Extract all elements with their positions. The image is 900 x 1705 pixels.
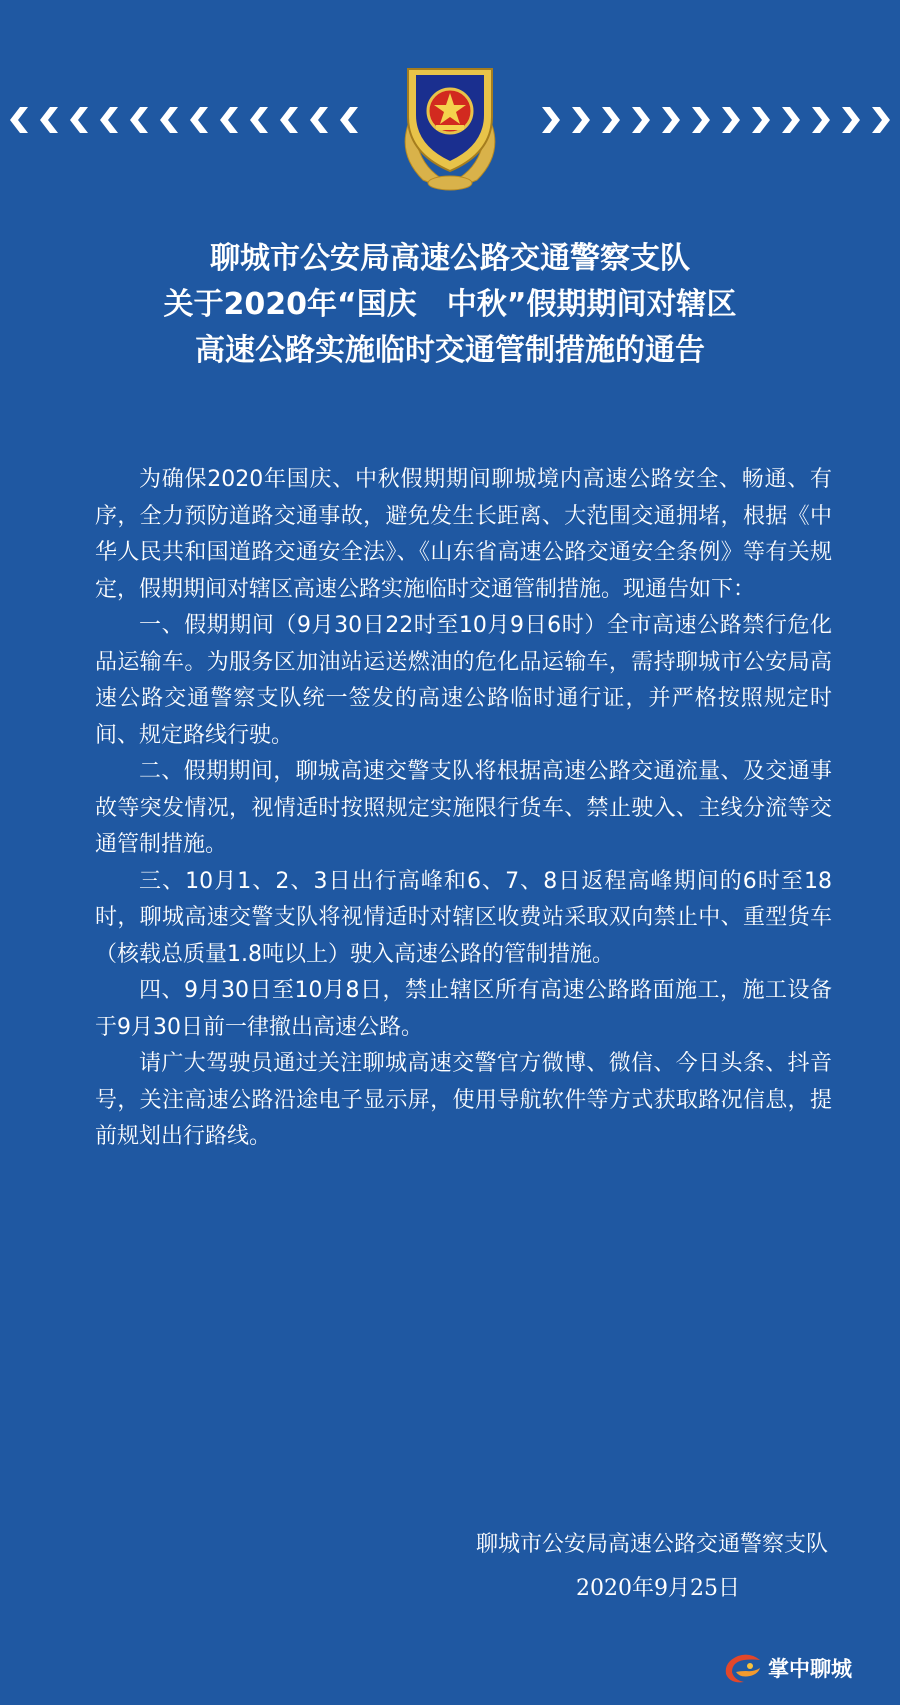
paragraph-closing: 请广大驾驶员通过关注聊城高速交警官方微博、微信、今日头条、抖音号，关注高速公路沿途电子显示屏，使用导航软件等方式获取路况信息，提前规划出行路线。 [95, 1051, 832, 1149]
left-wing-ornament [0, 103, 360, 137]
signature-organization: 聊城市公安局高速公路交通警察支队 [475, 1532, 828, 1557]
notice-body [95, 462, 832, 1156]
brand-logo-icon [720, 1650, 764, 1686]
paragraph-item-1: 一、假期期间（9月30日22时至10月9日6时）全市高速公路禁行危化品运输车。为服务区加油站运送燃油的危化品运输车，需持聊城市公安局高速公路交通警察支队统一签发的高速公路临时通行证，并严格按照规定时间、规定路线行驶。 [95, 613, 832, 748]
title-line-3: 高速公路实施临时交通管制措施的通告 [195, 333, 705, 368]
signature-block [476, 1523, 828, 1611]
notice-title [0, 236, 900, 374]
paragraph-item-3: 三、10月1、2、3日出行高峰和6、7、8日返程高峰期间的6时至18时，聊城高速交警支队将视情适时对辖区收费站采取双向禁止中、重型货车（核载总质量1.8吨以上）驶入高速公路的管制措施。 [95, 868, 832, 967]
paragraph-intro: 为确保2020年国庆、中秋假期期间聊城境内高速公路安全、畅通、有序，全力预防道路交通事故，避免发生长距离、大范围交通拥堵，根据《中华人民共和国道路交通安全法》、《山东省高速公路交通安全条例》等有关规定，假期期间对辖区高速公路实施临时交通管制措施。现通告如下： [95, 467, 832, 602]
title-line-2: 关于2020年“国庆 中秋”假期期间对辖区 [163, 287, 737, 322]
title-line-1: 聊城市公安局高速公路交通警察支队 [210, 241, 690, 276]
paragraph-item-2: 二、假期期间，聊城高速交警支队将根据高速公路交通流量、及交通事故等突发情况，视情适时按照规定实施限行货车、禁止驶入、主线分流等交通管制措施。 [95, 759, 832, 857]
header-banner [0, 55, 900, 195]
right-wing-ornament [540, 103, 900, 137]
paragraph-item-4: 四、9月30日至10月8日，禁止辖区所有高速公路路面施工，施工设备于9月30日前一律撤出高速公路。 [95, 978, 832, 1040]
signature-date: 2020年9月25日 [576, 1576, 740, 1601]
brand-name: 掌中聊城 [768, 1657, 852, 1681]
police-emblem-icon [378, 55, 522, 195]
brand-watermark [720, 1648, 852, 1688]
